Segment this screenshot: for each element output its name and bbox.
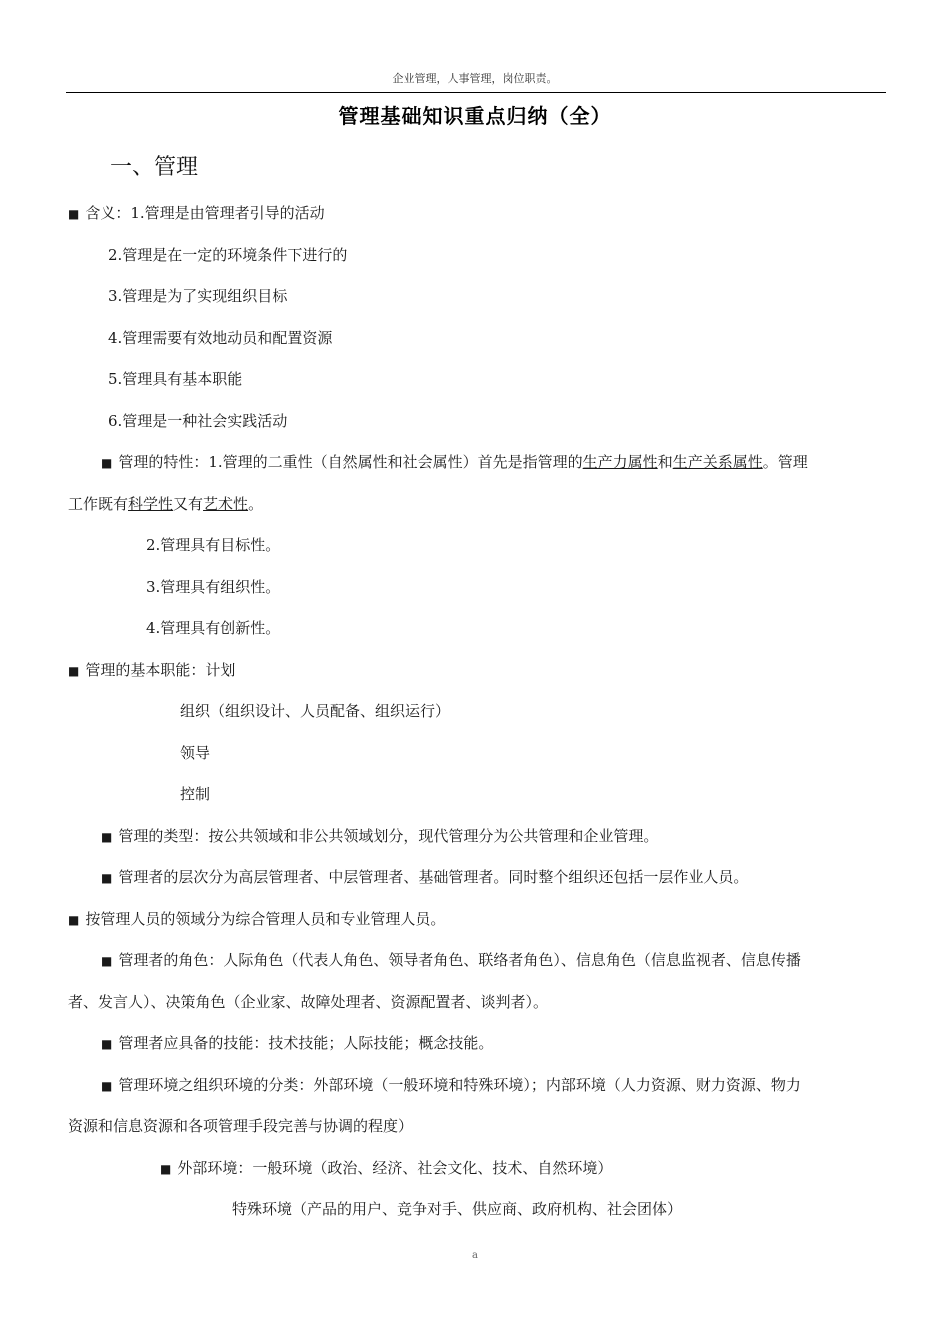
header-divider <box>66 92 886 93</box>
external-line <box>160 1158 612 1179</box>
bullet-icon: ■ <box>68 207 80 221</box>
characteristics-text: 工作既有 <box>68 495 129 513</box>
characteristics-text: 管理的特性：1.管理的二重性（自然属性和社会属性）首先是指管理的 <box>118 453 583 471</box>
skills-text: 管理者应具备的技能：技术技能；人际技能；概念技能。 <box>118 1034 494 1052</box>
characteristics-text: 又有 <box>173 495 204 513</box>
section-heading: 一、管理 <box>110 155 199 180</box>
page-footer-mark: a <box>472 1250 478 1261</box>
bullet-icon: ■ <box>101 456 113 470</box>
characteristics-text: 。 <box>248 495 264 513</box>
domain-text: 按管理人员的领域分为综合管理人员和专业管理人员。 <box>85 910 446 928</box>
functions-item: 领导 <box>180 744 211 762</box>
characteristics-item: 3.管理具有组织性。 <box>146 578 281 596</box>
roles-line <box>101 950 801 971</box>
underlined-term: 科学性 <box>128 495 174 513</box>
bullet-icon: ■ <box>68 913 80 927</box>
functions-line <box>68 660 235 681</box>
definition-item: 4.管理需要有效地动员和配置资源 <box>108 329 333 347</box>
definition-lead: 含义： <box>85 204 131 222</box>
header-note: 企业管理，人事管理，岗位职责。 <box>392 72 558 85</box>
environment-continuation: 资源和信息资源和各项管理手段完善与协调的程度） <box>68 1117 414 1135</box>
definition-line <box>68 203 325 224</box>
types-line <box>101 826 658 847</box>
functions-lead: 管理的基本职能：计划 <box>85 661 236 679</box>
bullet-icon: ■ <box>160 1162 172 1176</box>
characteristics-text: 和 <box>657 453 673 471</box>
environment-text: 管理环境之组织环境的分类：外部环境（一般环境和特殊环境）；内部环境（人力资源、财力资源、物力 <box>118 1076 801 1094</box>
document-title: 管理基础知识重点归纳（全） <box>338 104 612 128</box>
bullet-icon: ■ <box>101 1037 113 1051</box>
domain-line <box>68 909 445 930</box>
characteristics-item: 2.管理具有目标性。 <box>146 536 281 554</box>
levels-text: 管理者的层次分为高层管理者、中层管理者、基础管理者。同时整个组织还包括一层作业人员。 <box>118 868 749 886</box>
underlined-term: 生产关系属性 <box>672 453 763 471</box>
external-text: 外部环境：一般环境（政治、经济、社会文化、技术、自然环境） <box>177 1159 613 1177</box>
roles-continuation: 者、发言人）、决策角色（企业家、故障处理者、资源配置者、谈判者）。 <box>68 993 549 1011</box>
functions-item: 控制 <box>180 785 211 803</box>
characteristics-continuation <box>68 494 263 514</box>
bullet-icon: ■ <box>101 871 113 885</box>
bullet-icon: ■ <box>101 954 113 968</box>
external-continuation: 特殊环境（产品的用户、竞争对手、供应商、政府机构、社会团体） <box>232 1200 683 1218</box>
bullet-icon: ■ <box>101 1079 113 1093</box>
bullet-icon: ■ <box>101 830 113 844</box>
levels-line <box>101 867 748 888</box>
definition-item: 5.管理具有基本职能 <box>108 370 243 388</box>
roles-text: 管理者的角色：人际角色（代表人角色、领导者角色、联络者角色）、信息角色（信息监视者、信息传播 <box>118 951 801 969</box>
underlined-term: 艺术性 <box>203 495 249 513</box>
characteristics-item: 4.管理具有创新性。 <box>146 619 281 637</box>
definition-item: 1.管理是由管理者引导的活动 <box>130 204 325 222</box>
definition-item: 3.管理是为了实现组织目标 <box>108 287 288 305</box>
definition-item: 6.管理是一种社会实践活动 <box>108 412 288 430</box>
bullet-icon: ■ <box>68 664 80 678</box>
characteristics-line <box>101 452 808 473</box>
environment-line <box>101 1075 801 1096</box>
underlined-term: 生产力属性 <box>582 453 658 471</box>
types-text: 管理的类型：按公共领域和非公共领域划分，现代管理分为公共管理和企业管理。 <box>118 827 659 845</box>
skills-line <box>101 1033 493 1054</box>
definition-item: 2.管理是在一定的环境条件下进行的 <box>108 246 348 264</box>
functions-item: 组织（组织设计、人员配备、组织运行） <box>180 702 451 720</box>
characteristics-text: 。管理 <box>762 453 808 471</box>
